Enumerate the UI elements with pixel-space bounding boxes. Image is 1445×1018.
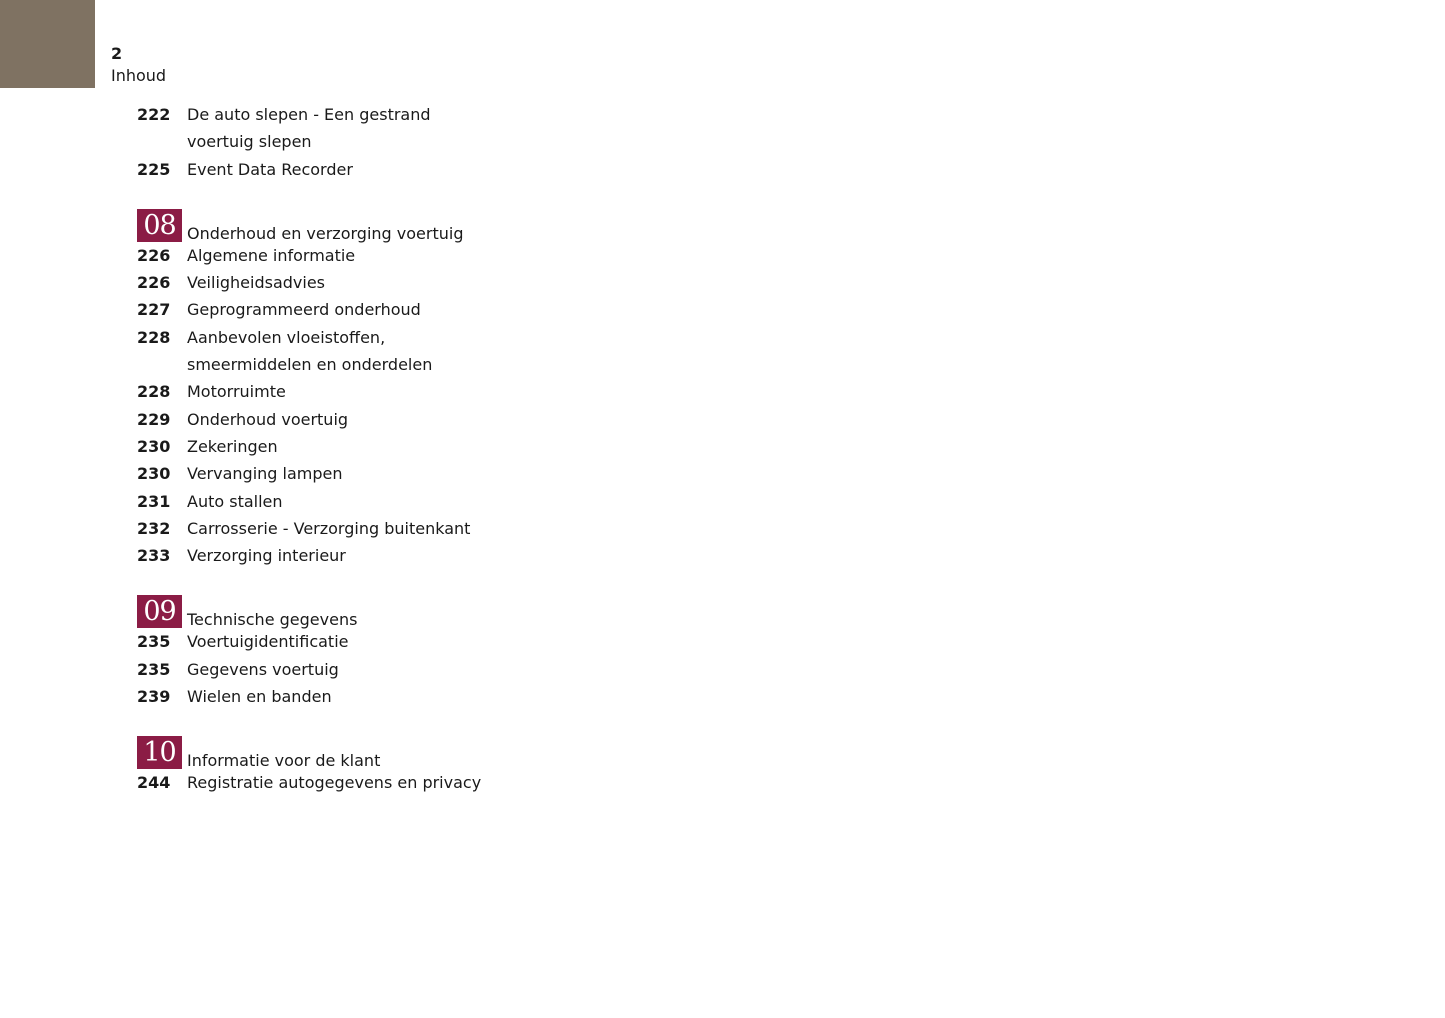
toc-entry[interactable]	[137, 324, 557, 379]
chapter-heading[interactable]	[137, 595, 557, 628]
toc-page-number: 229	[137, 409, 171, 429]
toc-page-number: 235	[137, 632, 171, 652]
toc-page-number: 228	[137, 327, 171, 347]
toc-entry-title: Wielen en banden	[187, 687, 332, 707]
chapter-title: Technische gegevens	[187, 610, 358, 630]
toc-entry-title: Carrosserie - Verzorging buitenkant	[187, 518, 471, 538]
toc-entry-title: Geprogrammeerd onderhoud	[187, 300, 421, 320]
toc-page-number: 225	[137, 159, 171, 179]
toc-page-number: 235	[137, 659, 171, 679]
toc-entry[interactable]	[137, 515, 557, 542]
toc-entry-title: Vervanging lampen	[187, 464, 343, 484]
page-section-title: Inhoud	[111, 66, 167, 85]
toc-page-number: 233	[137, 546, 171, 566]
toc-page-number: 222	[137, 105, 171, 124]
toc-page-number: 230	[137, 464, 171, 484]
corner-color-block	[0, 0, 95, 88]
toc-entry-title: Voertuigidentificatie	[187, 632, 349, 652]
toc-page-number: 239	[137, 687, 171, 707]
toc-entry[interactable]	[137, 488, 557, 515]
toc-page-number: 244	[137, 773, 171, 793]
toc-entry[interactable]	[137, 242, 557, 269]
chapter-title: Informatie voor de klant	[187, 751, 381, 771]
toc-entry-title: Zekeringen	[187, 436, 278, 456]
chapter-number-badge: 10	[137, 736, 182, 769]
page-number: 2	[111, 44, 123, 63]
toc-entry[interactable]	[137, 628, 557, 655]
toc-entry-title: Registratie autogegevens en privacy	[187, 773, 482, 793]
toc-entry[interactable]	[137, 378, 557, 405]
toc-entry[interactable]	[137, 269, 557, 296]
toc-entry-title: Algemene informatie	[187, 245, 356, 265]
toc-entry[interactable]	[137, 542, 557, 569]
toc-entry[interactable]	[137, 656, 557, 683]
toc-entry-title: Event Data Recorder	[187, 159, 353, 179]
toc-entry[interactable]	[137, 433, 557, 460]
toc-entry-title: Veiligheidsadvies	[187, 273, 326, 293]
toc-entry[interactable]	[137, 156, 557, 183]
toc-entry-title: Onderhoud voertuig	[187, 409, 349, 429]
toc-page-number: 232	[137, 518, 171, 538]
chapter-heading[interactable]	[137, 736, 557, 769]
toc-entry[interactable]	[137, 769, 557, 796]
toc-page-number: 230	[137, 436, 171, 456]
chapter-number-badge: 08	[137, 209, 182, 242]
toc-entry-title: Auto stallen	[187, 491, 283, 511]
toc-page-number: 228	[137, 382, 171, 402]
toc-page-number: 226	[137, 273, 171, 293]
toc-entry[interactable]	[137, 460, 557, 487]
toc-page-number: 226	[137, 245, 171, 265]
toc-page-number: 231	[137, 491, 171, 511]
toc-entry[interactable]	[137, 406, 557, 433]
chapter-title: Onderhoud en verzorging voertuig	[187, 223, 464, 243]
toc-entry[interactable]	[137, 296, 557, 323]
toc-entry-title: De auto slepen - Een gestrand voertuig slepen	[187, 105, 431, 152]
table-of-contents	[137, 101, 557, 797]
toc-entry-title: Verzorging interieur	[187, 546, 346, 566]
toc-entry[interactable]	[137, 101, 557, 156]
chapter-number-badge: 09	[137, 595, 182, 628]
toc-entry[interactable]	[137, 683, 557, 710]
toc-entry-title: Motorruimte	[187, 382, 286, 402]
toc-entry-title: Aanbevolen vloeistoffen, smeermiddelen en onderdelen	[187, 327, 433, 375]
toc-entry-title: Gegevens voertuig	[187, 659, 339, 679]
toc-page-number: 227	[137, 300, 171, 320]
chapter-heading[interactable]	[137, 209, 557, 242]
